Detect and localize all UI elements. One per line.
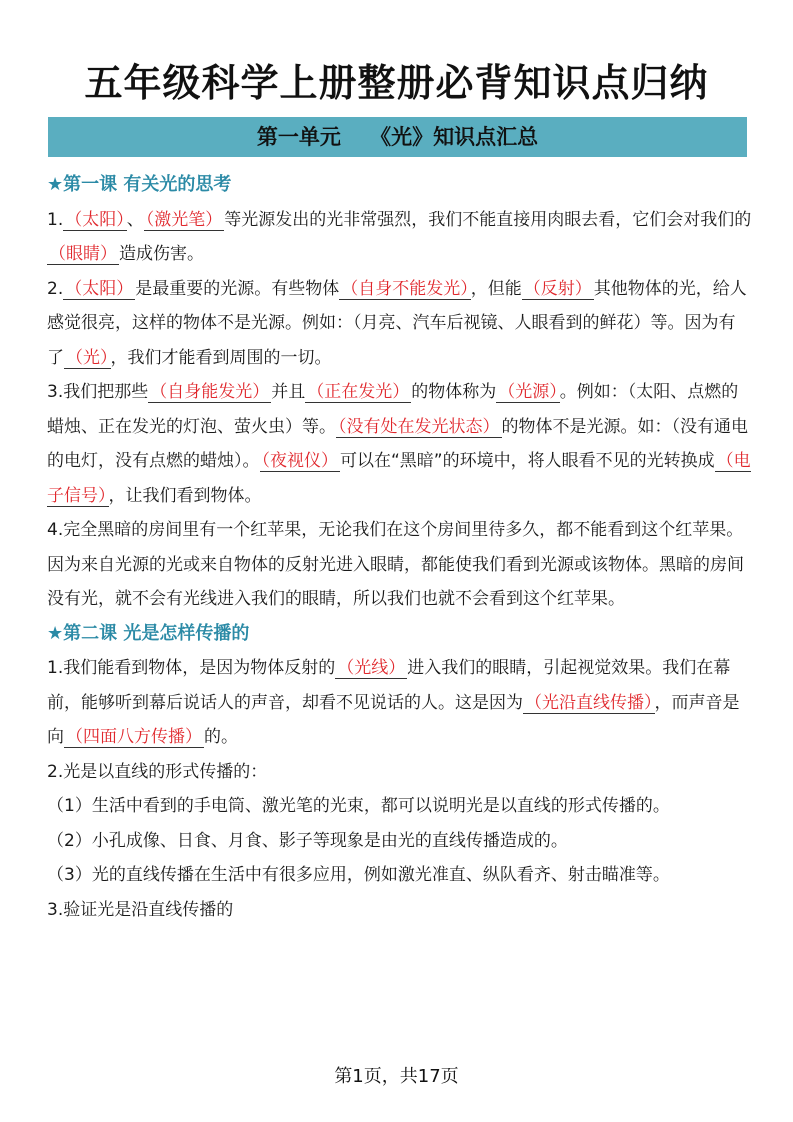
text: ，让我们看到物体。 [108,485,262,506]
paragraph [47,375,752,513]
paragraph: 2.光是以直线的形式传播的： [47,761,268,782]
answer-blank: （反射） [523,278,592,299]
answer-blank: （没有处在发光状态） [338,416,500,437]
text: 等光源发出的光非常强烈，我们不能直接用肉眼去看，它们会对我们的 [224,209,752,230]
text: 1.我们能看到物体，是因为物体反射的 [47,658,336,678]
text: 、 [126,209,144,230]
text: ，我们才能看到周围的一切。 [110,347,332,368]
text: 可以在“黑暗”的环境中，将人眼看不见的光转换成 [340,451,715,471]
answer-blank: （四面八方传播） [66,727,202,747]
text: 是最重要的光源。有些物体 [135,278,340,299]
text: 2. [47,278,64,299]
answer-blank: （电子信号） [47,451,751,506]
paragraph: （1）生活中看到的手电筒、激光笔的光束，都可以说明光是以直线的形式传播的。 [47,796,670,816]
answer-blank: （光） [66,347,109,368]
paragraph: 4.完全黑暗的房间里有一个红苹果，无论我们在这个房间里待多久，都不能看到这个红苹果。因为来自光源的光或来自物体的反射光进入眼睛，都能使我们看到光源或该物体。黑暗的房间没有光，就不会有光线进入我们的眼睛，所以我们也就不会看到这个红苹果。 [47,520,744,609]
paragraph: 3.验证光是沿直线传播的 [47,899,234,920]
lesson-heading: ★第二课 光是怎样传播的 [47,622,250,644]
text: 。例如：（太阳、点燃的蜡烛、正在发光的灯泡、萤火虫）等。 [47,382,739,437]
unit-banner [48,117,747,157]
text: 的。 [204,727,238,747]
paragraph: （2）小孔成像、日食、月食、影子等现象是由光的直线传播造成的。 [47,830,568,851]
paragraph [47,272,752,376]
text: ，但能 [470,278,522,299]
text: 3.我们把那些 [47,382,149,402]
answer-blank: （光线） [337,658,406,678]
text: ，而声音是向 [47,692,740,747]
answer-blank: （自身能发光） [150,382,270,402]
answer-blank: （太阳） [65,278,134,299]
answer-blank: （光源） [498,382,558,402]
unit-topic: 《光》知识点汇总 [370,125,539,149]
text: 其他物体的光，给人感觉很亮，这样的物体不是光源。例如：（月亮、汽车后视镜、人眼看到的鲜花）等。因为有了 [47,278,747,368]
text: 的物体不是光源。如：（没有通电的电灯，没有点燃的蜡烛）。 [47,416,748,471]
answer-blank: （眼睛） [49,244,117,264]
text: 的物体称为 [411,382,497,402]
content [47,168,752,927]
unit-name: 第一单元 [256,125,341,149]
answer-blank: （自身不能发光） [341,278,469,299]
answer-blank: （正在发光） [307,382,410,402]
answer-blank: （光沿直线传播） [525,692,653,713]
paragraph [47,203,752,272]
page-number: 第1页，共17页 [334,1066,459,1087]
lesson-heading: ★第一课 有关光的思考 [47,174,232,195]
text: 1. [47,209,64,230]
answer-blank: （激光笔） [145,209,223,230]
answer-blank: （夜视仪） [261,451,338,471]
text: 造成伤害。 [119,244,204,264]
text: 进入我们的眼睛，引起视觉效果。我们在幕前，能够听到幕后说话人的声音，却看不见说话的人。这是因为 [47,658,731,713]
text: 并且 [271,382,306,402]
answer-blank: （太阳） [65,209,125,230]
unit-gap [341,125,370,149]
paragraph: （3）光的直线传播在生活中有很多应用，例如激光准直、纵队看齐、射击瞄准等。 [47,865,670,885]
page-title: 五年级科学上册整册必背知识点归纳 [84,61,709,105]
paragraph [47,651,752,755]
